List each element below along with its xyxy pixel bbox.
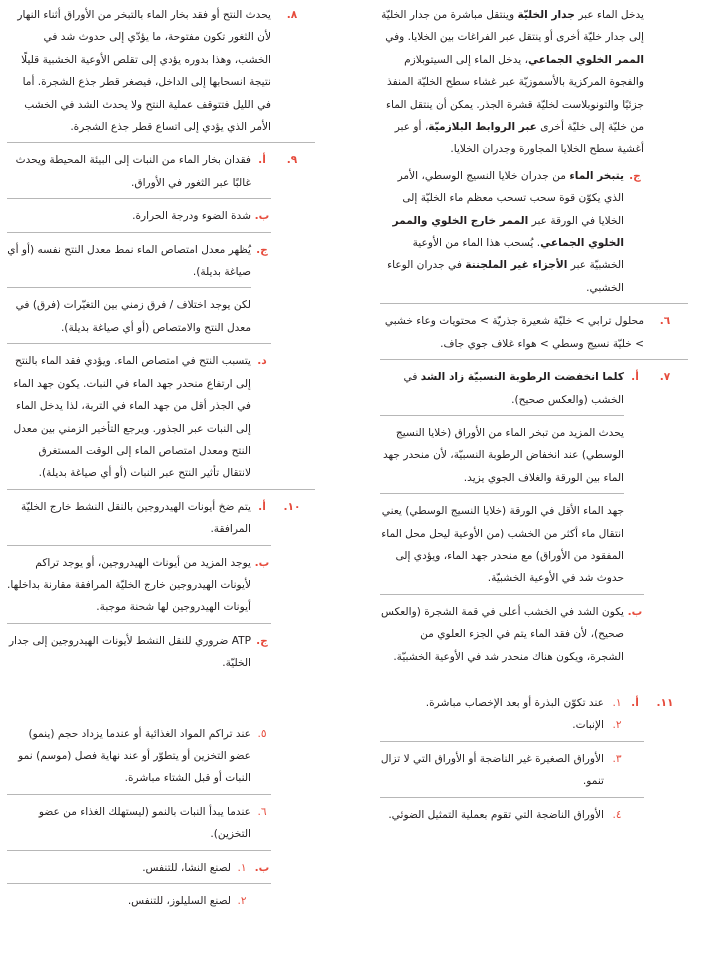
item-number: ٢. xyxy=(237,895,247,907)
answer-9: ٩. أ. فقدان بخار الماء من النبات إلى البيئة المحيطة ويحدث غالبًا عبر الثغور في الأوراق. ب. شدة الضوء ودرجة الحرارة. ج. يُظهر معدل امتصاص الماء نمط معدل النتح نفسه (أو أي صياغة بديلة). لكن يوجد اختلاف / فرق زمني بين التغيّرات (فرق) في معدل النتح والامتصاص (أو أي صياغة بديلة). د. يتسبب النتح في امتصاص الماء. ويؤدي فقد الماء بالنتح إلى ارتفاع منحدر جهد الماء في النبات. يكون جهد الماء في الجذر أقل من جهد الماء في التربة، لذا يدخل الماء إلى النبات عبر الجذور. ويرجع التأخير الزمني بين معدل النتح ومعدل امتصاص الماء إلى الوقت المستغرق لانتقال تأثير النتح عبر النبات (أو أي صياغة بديلة). xyxy=(7,149,315,484)
answer-5-b-continued xyxy=(380,4,688,161)
sub-letter: أ. xyxy=(258,154,266,167)
item-number: ٥. xyxy=(257,727,267,740)
question-number: ٦. xyxy=(659,315,671,328)
sub-letter: ب. xyxy=(254,861,270,874)
question-number: ٧. xyxy=(659,371,671,384)
item-number: ٤. xyxy=(612,808,622,821)
answer-8: ٨. يحدث النتح أو فقد بخار الماء بالتبخر من الأوراق أثناء النهار لأن الثغور تكون مفتوحة، ما يؤدّي إلى حدوث شد في الخشب، وهذا بدوره يؤدي إلى تقلص الأوعية الخشبية قليلًا نتيجة انسحابها إلى الداخل، فيصغر قطر جذع الشجرة. أما في الليل فتتوقف عملية النتح ولا يحدث الشد في الخشب الأمر الذي يؤدي إلى اتساع قطر جذع الشجرة. xyxy=(7,4,315,138)
sub-letter: ب. xyxy=(254,556,270,569)
item-number: ٦. xyxy=(257,805,267,818)
item-number: ٣. xyxy=(612,752,622,765)
sub-letter: ج. xyxy=(256,243,268,256)
sub-letter: أ. xyxy=(258,500,266,513)
answer-10: ١٠. أ. يتم ضخ أيونات الهيدروجين بالنقل النشط خارج الخليّة المرافقة. ب. يوجد المزيد من أيونات الهيدروجين، أو يوجد تراكم لأيونات الهيدروجين خارج الخليّة المرافقة مقارنة بداخلها. أيونات الهيدروجين لها شحنة موجبة. ج. ATP ضروري للنقل النشط لأيونات الهيدروجين إلى جدار الخليّة. xyxy=(7,496,315,675)
answer-7: ٧. أ. كلما انخفضت الرطوبة النسبيّة زاد الشد في الخشب (والعكس صحيح). يحدث المزيد من تبخر الماء من الأوراق (خلايا النسيج الوسطي) عند انخفاض الرطوبة النسبيّة، لأن منحدر جهد الماء بين الورقة والغلاف الجوي يزيد. جهد الماء الأقل في الورقة (خلايا النسيج الوسطي) يعني انتقال ماء أكثر من الخشب (من الأوعية ليحل محل الماء المفقود من الأوراق) مع منحدر جهد الماء، ويؤدي إلى حدوث شد في الأوعية الخشبيّة. ب. يكون الشد في الخشب أعلى في قمة الشجرة (والعكس صحيح)، لأن فقد الماء يتم في الجزء العلوي من الشجرة، ويكون هناك منحدر شد في الأوعية الخشبيّة. xyxy=(380,366,688,668)
question-number: ١١. xyxy=(656,696,674,709)
sub-letter: د. xyxy=(257,355,267,368)
answer-11: ١١. أ. ١. عند تكوّن البذرة أو بعد الإخصاب مباشرة. ٢. الإنبات. ٣. الأوراق الصغيرة غير الناضجة أو الأوراق التي لا تزال تنمو. ٤. الأوراق الناضجة التي تقوم بعملية التمثيل الضوئي. xyxy=(380,692,688,826)
sub-letter: أ. xyxy=(631,371,639,384)
question-number: ٩. xyxy=(286,154,298,167)
item-number: ٢. xyxy=(612,719,622,732)
answers-column-right xyxy=(380,4,688,826)
sub-letter: ج. xyxy=(629,169,641,182)
answers-column-left xyxy=(7,4,315,912)
answer-11-continued: ٥. عند تراكم المواد الغذائية أو عندما يزداد حجم (ينمو) عضو التخزين أو يتطوّر أو عند نهاية فصل (موسم) نمو النبات أو قبل الشتاء مباشرة. ٦. عندما يبدأ النبات بالنمو (ليستهلك الغذاء من عضو التخزين). ب. ١. لصنع النشا، للتنفس. ٢. لصنع السليلوز، للتنفس. xyxy=(7,723,315,913)
sub-letter: ب. xyxy=(254,210,270,223)
item-number: ١. xyxy=(612,696,622,709)
answer-6: ٦. محلول ترابي > خليّة شعيرة جذريّة > محتويات وعاء خشبي > خليّة نسيج وسطي > هواء غلاف جوي جاف. xyxy=(380,310,688,355)
question-number: ١٠. xyxy=(283,500,301,513)
sub-letter: أ. xyxy=(631,696,639,709)
answer-5-j: ج. يتبخر الماء من جدران خلايا النسيج الوسطي، الأمر الذي يكوّن قوة سحب تسحب معظم ماء الخليّة إلى الخلايا في الورقة عبر الممر خارج الخلوي والممر الخلوي الجماعي. يُسحب هذا الماء من الأوعية الخشبيّة عبر الأجزاء غير الملجننة في جدران الوعاء الخشبي. xyxy=(380,165,688,299)
question-number: ٨. xyxy=(286,9,298,21)
paragraph: يدخل الماء عبر جدار الخليّة وينتقل مباشرة من جدار الخليّة إلى جدار خليّة أخرى أو ينتقل عبر الفراغات بين الخلايا. وفي الممر الخلوي الجماعي، يدخل الماء إلى السيتوبلازم والفجوة المركزية بالأسموزيّة عبر غشاء سطح الخليّة المنفذ جزئيًا والتونوبلاست لخليّة قشرة الجذر. يمكن أن ينتقل الماء من خليّة إلى خليّة أخرى عبر الروابط البلازميّة، أو عبر أغشية سطح الخلايا المجاورة وجدران الخلايا. xyxy=(381,9,644,156)
item-number: ١. xyxy=(237,861,247,874)
sub-letter: ب. xyxy=(627,605,643,618)
sub-letter: ج. xyxy=(256,634,268,647)
